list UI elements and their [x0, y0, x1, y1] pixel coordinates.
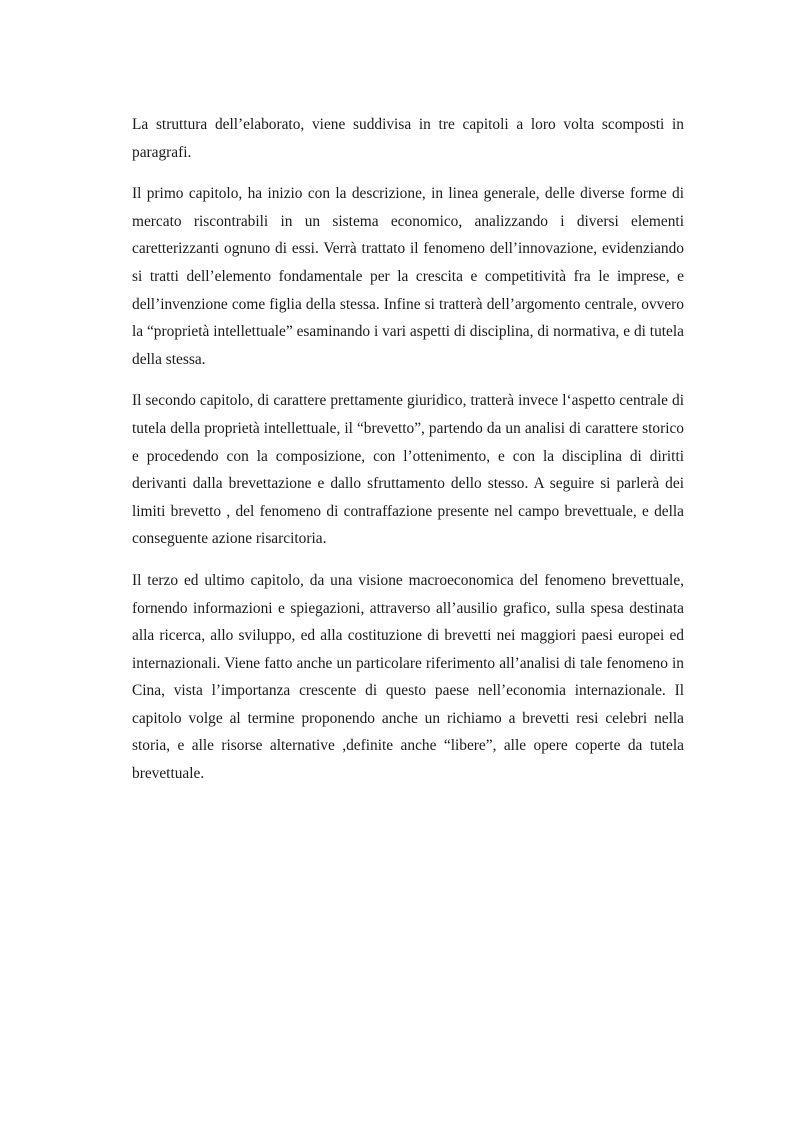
body-text — [132, 111, 684, 802]
paragraph-chapter-one: Il primo capitolo, ha inizio con la descrizione, in linea generale, delle diverse forme di mercato riscontrabili in un sistema economico, analizzando i diversi elementi caretterizzanti ognuno di essi. Verrà trattato il fenomeno dell’innovazione, evidenziando si tratti dell’elemento fondamentale per la crescita e competitività fra le imprese, e dell’invenzione come figlia della stessa. Infine si tratterà dell’argomento centrale, ovvero la “proprietà intellettuale” esaminando i vari aspetti di disciplina, di normativa, e di tutela della stessa. — [132, 185, 684, 368]
paragraph-chapter-two: Il secondo capitolo, di carattere prettamente giuridico, tratterà invece l‘aspetto centrale di tutela della proprietà intellettuale, il “brevetto”, partendo da un analisi di carattere storico e procedendo con la composizione, con l’ottenimento, e con la disciplina di diritti derivanti dalla brevettazione e dallo sfruttamento dello stesso. A seguire si parlerà dei limiti brevetto , del fenomeno di contraffazione presente nel campo brevettuale, e della conseguente azione risarcitoria. — [132, 392, 684, 548]
paragraph-chapter-three: Il terzo ed ultimo capitolo, da una visione macroeconomica del fenomeno brevettuale, fornendo informazioni e spiegazioni, attraverso all’ausilio grafico, sulla spesa destinata alla ricerca, allo sviluppo, ed alla costituzione di brevetti nei maggiori paesi europei ed internazionali. Viene fatto anche un particolare riferimento all’analisi di tale fenomeno in Cina, vista l’importanza crescente di questo paese nell’economia internazionale. Il capitolo volge al termine proponendo anche un richiamo a brevetti resi celebri nella storia, e alle risorse alternative ,definite anche “libere”, alle opere coperte da tutela brevettuale. — [132, 571, 684, 783]
paragraph-structure: La struttura dell’elaborato, viene suddivisa in tre capitoli a loro volta scomposti in paragrafi. — [132, 116, 684, 161]
